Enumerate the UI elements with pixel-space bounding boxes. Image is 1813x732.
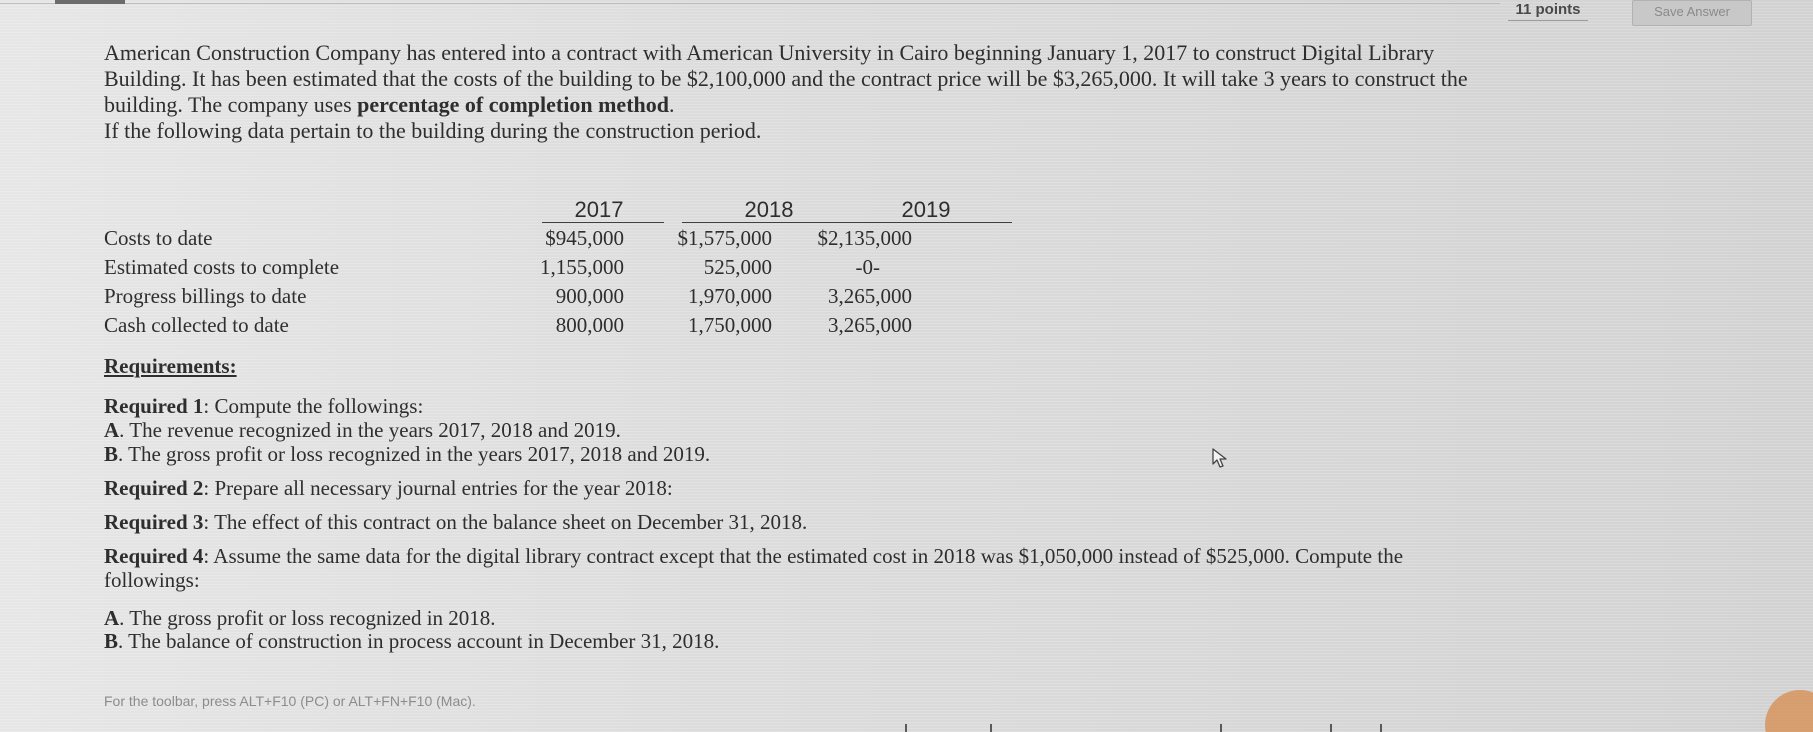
- toolbar-remnant: [0, 722, 1813, 732]
- toolbar-hint: For the toolbar, press ALT+F10 (PC) or ALT+FN+F10 (Mac).: [104, 693, 476, 709]
- requirement-text: : Assume the same data for the digital library contract except that the estimated cost in 2018 was $1,050,000 instead of $525,000. Compute the: [203, 543, 1404, 568]
- table-cell: $945,000: [545, 226, 624, 250]
- row-label: Progress billings to date: [104, 284, 307, 308]
- table-cell: $1,575,000: [677, 226, 772, 250]
- item-label: B: [104, 441, 119, 466]
- intro-line: American Construction Company has entered into a contract with American University in Cairo beginning January 1, 2017 to construct Digital Library: [104, 40, 1435, 65]
- requirement-4-cont: followings:: [104, 567, 200, 592]
- toolbar-tick: [990, 724, 992, 732]
- table-cell: 1,970,000: [688, 284, 772, 308]
- requirement-1: [104, 395, 1744, 419]
- table-cell: 3,265,000: [828, 284, 912, 308]
- requirement-label: Required 3: [104, 509, 204, 534]
- requirement-label: Required 4: [104, 543, 204, 568]
- row-label: Costs to date: [104, 226, 213, 250]
- save-answer-button[interactable]: Save Answer: [1632, 0, 1752, 26]
- table-cell: -0-: [855, 255, 880, 279]
- toolbar-tick: [905, 724, 907, 732]
- toolbar-tick: [1380, 724, 1382, 732]
- requirement-text: : Compute the followings:: [203, 393, 424, 418]
- mouse-pointer-icon: [1210, 447, 1232, 469]
- table-cell: 1,155,000: [540, 255, 624, 279]
- toolbar-tick: [1330, 724, 1332, 732]
- requirement-text: : Prepare all necessary journal entries for the year 2018:: [203, 475, 673, 500]
- year-header: 2017: [574, 197, 624, 222]
- points-label: 11 points: [1508, 0, 1588, 21]
- requirement-label: Required 1: [104, 393, 204, 418]
- question-text: [104, 40, 1724, 144]
- requirement-2: [104, 477, 1744, 501]
- top-bar: [0, 0, 1813, 24]
- requirement-3: [104, 511, 1744, 535]
- table-cell: 900,000: [555, 284, 624, 308]
- item-text: . The balance of construction in process account in December 31, 2018.: [118, 629, 720, 654]
- year-header: 2019: [901, 197, 951, 222]
- top-divider: [0, 3, 1500, 4]
- row-label: Cash collected to date: [104, 313, 289, 337]
- requirement-label: Required 2: [104, 475, 204, 500]
- toolbar-tick: [1220, 724, 1222, 732]
- intro-line: Building. It has been estimated that the costs of the building to be $2,100,000 and the contract price will be $3,265,000. It will take 3 years to construct the: [104, 65, 1468, 91]
- requirement-4b: [104, 630, 1744, 654]
- intro-text: building. The company uses: [104, 91, 358, 117]
- year-underline: [682, 222, 848, 223]
- table-cell: 1,750,000: [688, 313, 772, 337]
- question-number-mark: [55, 0, 125, 4]
- intro-text: .: [669, 91, 675, 117]
- item-label: B: [104, 629, 119, 654]
- year-underline: [844, 222, 1012, 223]
- requirement-text: : The effect of this contract on the balance sheet on December 31, 2018.: [203, 509, 808, 534]
- table-cell: 525,000: [703, 255, 772, 279]
- item-text: . The revenue recognized in the years 2017, 2018 and 2019.: [119, 417, 621, 442]
- table-cell: 3,265,000: [828, 313, 912, 337]
- year-underline: [542, 222, 664, 223]
- item-text: . The gross profit or loss recognized in the years 2017, 2018 and 2019.: [118, 441, 711, 466]
- table-cell: $2,135,000: [817, 226, 912, 250]
- requirements-title: Requirements:: [104, 354, 237, 378]
- item-text: . The gross profit or loss recognized in 2018.: [119, 605, 496, 630]
- requirement-1b: [104, 443, 1744, 467]
- item-label: A: [104, 605, 120, 630]
- intro-line: [104, 92, 1724, 118]
- item-label: A: [104, 417, 120, 442]
- intro-line: If the following data pertain to the building during the construction period.: [104, 117, 762, 143]
- table-cell: 800,000: [555, 313, 624, 337]
- requirement-1a: [104, 419, 1744, 443]
- year-header: 2018: [744, 197, 794, 222]
- requirement-4: [104, 545, 1744, 569]
- requirement-4a: [104, 607, 1744, 631]
- row-label: Estimated costs to complete: [104, 255, 340, 279]
- requirements-section: [104, 355, 1744, 654]
- method-name: percentage of completion method: [357, 91, 669, 117]
